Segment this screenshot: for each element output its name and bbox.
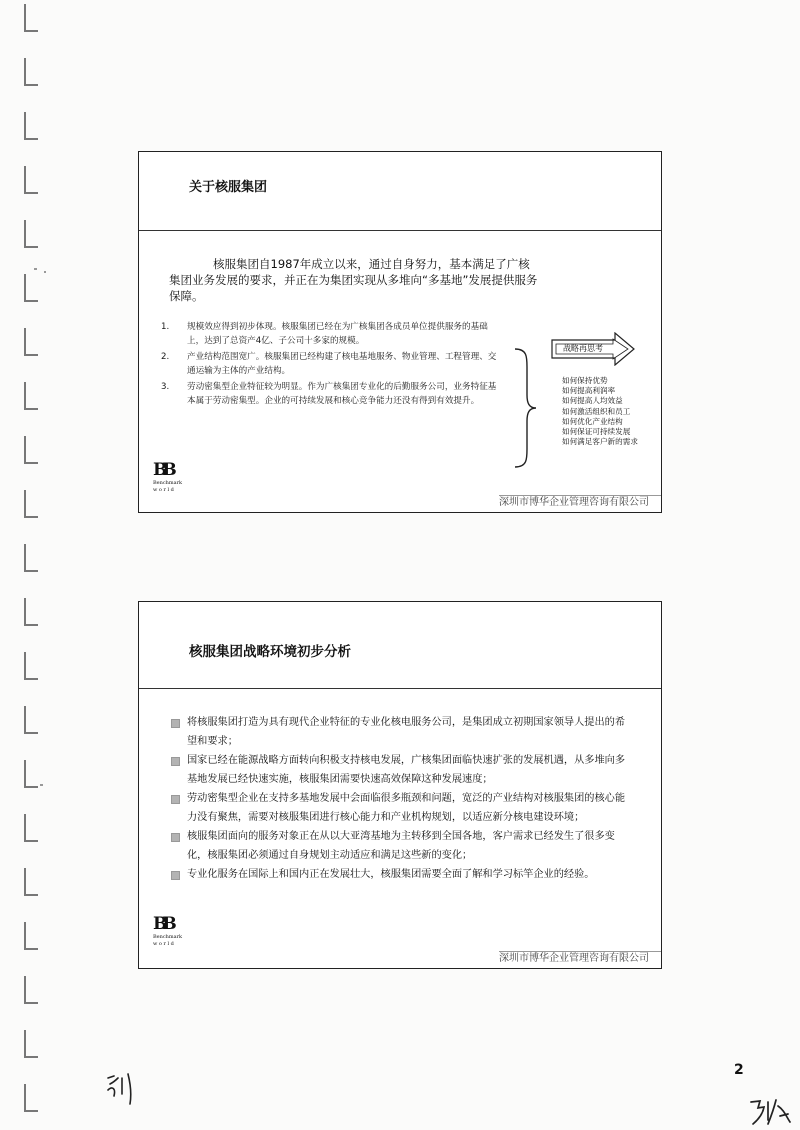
list-text: 核服集团面向的服务对象正在从以大亚湾基地为主转移到全国各地，客户需求已经发生了很多变化，核服集团必须通过自身规划主动适应和满足这些新的变化； xyxy=(187,831,615,861)
binding-hole xyxy=(24,4,38,32)
title-divider xyxy=(139,230,661,231)
arrow-label: 战略再思考 xyxy=(563,344,603,353)
scan-speck xyxy=(34,268,37,270)
list-text: 产业结构范围宽广。核服集团已经构建了核电基地服务、物业管理、工程管理、交通运输为主体的产业结构。 xyxy=(187,352,497,376)
binding-hole xyxy=(24,922,38,950)
binding-hole xyxy=(24,112,38,140)
analysis-list xyxy=(169,714,629,886)
scan-speck xyxy=(44,271,46,273)
list-item xyxy=(161,350,501,378)
page-number: 2 xyxy=(734,1062,744,1078)
slide-title: 关于核服集团 xyxy=(189,180,268,195)
list-text: 专业化服务在国际上和国内正在发展壮大，核服集团需要全面了解和学习标竿企业的经验。 xyxy=(187,869,595,880)
bullet-square-icon xyxy=(171,833,180,842)
question-item: 如何提高利润率 xyxy=(562,386,616,396)
question-item: 如何优化产业结构 xyxy=(562,416,623,426)
title-divider xyxy=(139,688,661,689)
binding-hole xyxy=(24,328,38,356)
list-item xyxy=(169,752,629,789)
question-list xyxy=(562,376,638,447)
logo-mark: BB xyxy=(153,460,172,480)
binding-hole xyxy=(24,1084,38,1112)
benchmark-logo xyxy=(153,916,189,947)
slide-title: 核服集团战略环境初步分析 xyxy=(189,644,351,660)
footer-company: 深圳市博华企业管理咨询有限公司 xyxy=(499,497,649,508)
footer-company: 深圳市博华企业管理咨询有限公司 xyxy=(499,953,649,964)
bullet-square-icon xyxy=(171,795,180,804)
list-text: 国家已经在能源战略方面转向积极支持核电发展，广核集团面临快速扩张的发展机遇，从多堆向多基地发展已经快速实施，核服集团需要快速高效保障这种发展速度； xyxy=(187,755,626,785)
binding-hole xyxy=(24,814,38,842)
binding-hole xyxy=(24,274,38,302)
list-text: 将核服集团打造为具有现代企业特征的专业化核电服务公司，是集团成立初期国家领导人提出的希望和要求； xyxy=(187,717,626,747)
list-number: 3. xyxy=(161,382,170,392)
scan-speck xyxy=(40,784,43,786)
binding-hole xyxy=(24,58,38,86)
binding-hole xyxy=(24,652,38,680)
list-text: 规模效应得到初步体现。核服集团已经在为广核集团各成员单位提供服务的基础上，达到了总资产4亿、子公司十多家的规模。 xyxy=(187,322,488,346)
logo-mark: BB xyxy=(153,914,172,934)
binding-hole xyxy=(24,1030,38,1058)
slide-strategy-analysis xyxy=(138,601,662,969)
question-item: 如何保持优势 xyxy=(562,376,608,385)
logo-line2: w o r l d xyxy=(153,941,174,947)
list-item xyxy=(169,828,629,865)
list-item xyxy=(169,714,629,751)
binding-hole xyxy=(24,868,38,896)
list-item xyxy=(169,790,629,827)
list-text: 劳动密集型企业在支持多基地发展中会面临很多瓶颈和问题，宽泛的产业结构对核服集团的核心能力没有聚焦，需要对核服集团进行核心能力和产业机构规划，以适应新分核电建设环境； xyxy=(187,793,626,823)
list-item xyxy=(169,866,629,885)
question-item: 如何保证可持续发展 xyxy=(562,427,631,437)
achievement-list xyxy=(161,320,501,410)
binding-hole xyxy=(24,976,38,1004)
question-item: 如何激活组织和员工 xyxy=(562,406,631,416)
handwritten-signature-left xyxy=(104,1072,144,1106)
binding-hole xyxy=(24,760,38,788)
list-text: 劳动密集型企业特征较为明显。作为广核集团专业化的后勤服务公司，业务特征基本属于劳动密集型。企业的可持续发展和核心竞争能力还没有得到有效提升。 xyxy=(187,382,497,406)
logo-line1: Benchmark xyxy=(153,934,183,940)
binding-hole xyxy=(24,544,38,572)
list-number: 1. xyxy=(161,322,170,332)
binding-hole xyxy=(24,490,38,518)
binding-hole xyxy=(24,382,38,410)
bullet-square-icon xyxy=(171,757,180,766)
binding-hole xyxy=(24,166,38,194)
bullet-square-icon xyxy=(171,719,180,728)
logo-line2: w o r l d xyxy=(153,487,174,493)
benchmark-logo xyxy=(153,462,189,493)
binding-hole xyxy=(24,220,38,248)
binding-hole xyxy=(24,436,38,464)
binding-margin xyxy=(24,0,38,1130)
binding-hole xyxy=(24,598,38,626)
bullet-square-icon xyxy=(171,871,180,880)
list-item xyxy=(161,380,501,408)
slide-about-group xyxy=(138,151,662,513)
curly-brace-icon xyxy=(509,347,537,469)
binding-hole xyxy=(24,706,38,734)
question-item: 如何提高人均效益 xyxy=(562,396,623,406)
question-item: 如何满足客户新的需求 xyxy=(562,437,638,447)
intro-paragraph: 核服集团自1987年成立以来，通过自身努力，基本满足了广核集团业务发展的要求，并正在为集团实现从多堆向“多基地”发展提供服务保障。 xyxy=(169,257,538,303)
list-item xyxy=(161,320,501,348)
list-number: 2. xyxy=(161,352,170,362)
logo-line1: Benchmark xyxy=(153,480,183,486)
handwritten-signature-right xyxy=(748,1096,792,1128)
